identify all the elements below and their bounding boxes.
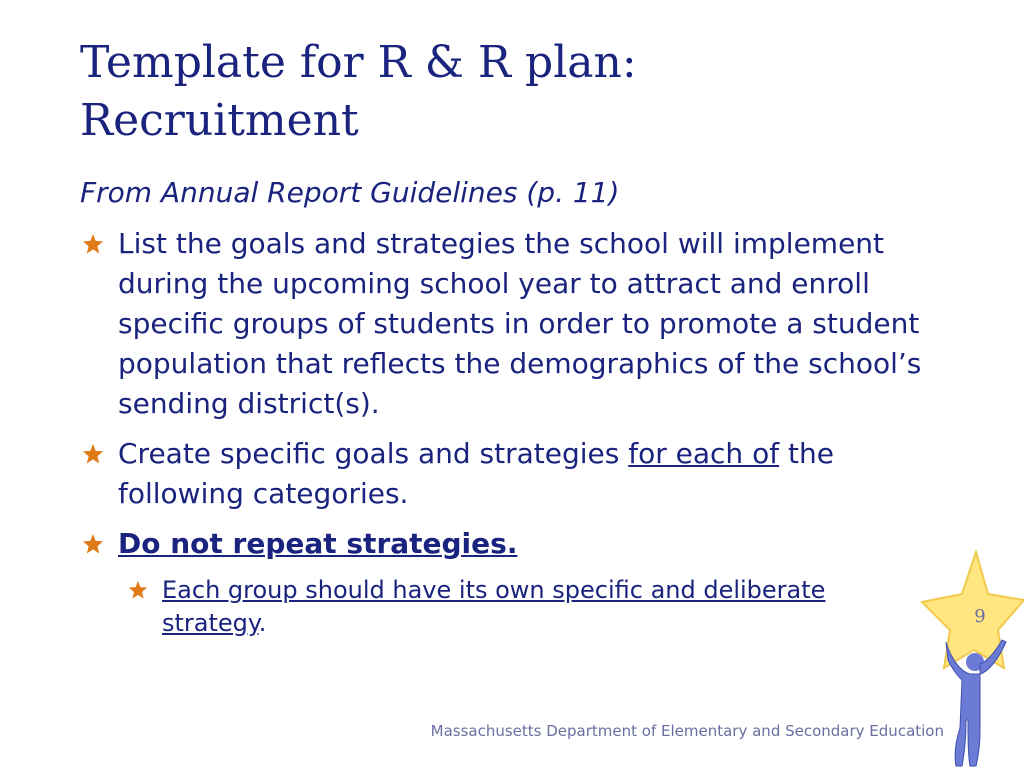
star-bullet-icon — [82, 233, 104, 255]
star-bullet-icon — [82, 443, 104, 465]
page-number: 9 — [974, 606, 986, 627]
subtitle: From Annual Report Guidelines (p. 11) — [80, 176, 620, 209]
star-bullet-icon — [128, 580, 148, 600]
slide-title — [80, 34, 900, 150]
title-line-1: Template for R & R plan: — [80, 37, 637, 88]
bullet-text-underlined: for each of — [628, 437, 780, 470]
bullet-text-emphasis: Do not repeat strategies. — [118, 527, 518, 560]
bullet-list — [82, 224, 962, 650]
bullet-text: List the goals and strategies the school will implement during the upcoming school year to attract and enroll specific groups of students in order to promote a student population that reflects the demographics of the school’s sending district(s). — [118, 227, 922, 420]
bullet-text: Create specific goals and strategies — [118, 437, 629, 470]
bullet-item — [82, 224, 962, 424]
bullet-text: the following categories. — [118, 437, 834, 510]
star-bullet-icon — [82, 533, 104, 555]
footer: Massachusetts Department of Elementary and Secondary Education — [430, 722, 944, 740]
title-line-2: Recruitment — [80, 95, 359, 146]
sub-bullet-text-underlined: Each group should have its own specific and deliberate strategy — [162, 576, 826, 637]
sub-bullet-item — [128, 574, 882, 640]
bullet-item — [82, 434, 962, 514]
sub-bullet-text: . — [258, 609, 267, 637]
bullet-item — [82, 524, 962, 564]
